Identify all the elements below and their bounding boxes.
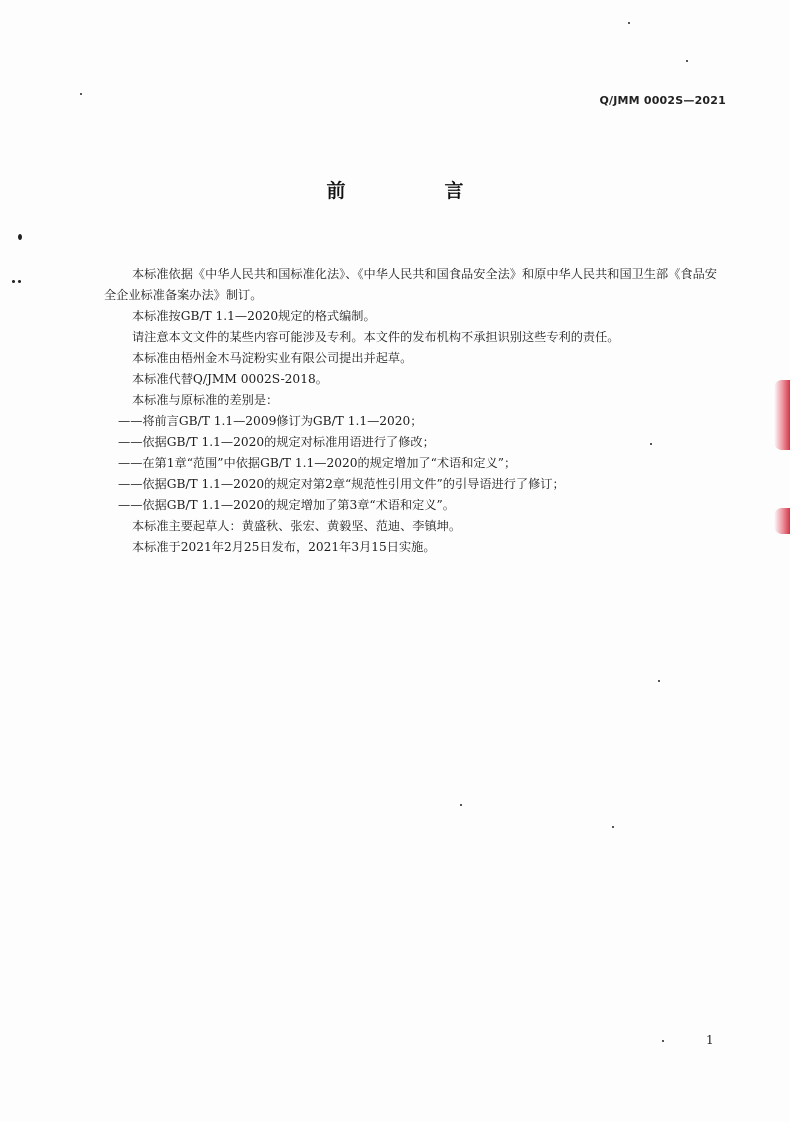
change-item: ——在第1章“范围”中依据GB/T 1.1—2020的规定增加了“术语和定义”； (118, 456, 517, 470)
paragraph-format: 本标准按GB/T 1.1—2020规定的格式编制。 (132, 309, 376, 323)
seal-stamp-edge (774, 508, 790, 534)
paragraph-differences-intro: 本标准与原标准的差别是： (132, 393, 279, 407)
paragraph-drafters: 本标准主要起草人：黄盛秋、张宏、黄毅坚、范迪、李镇坤。 (132, 519, 462, 533)
standard-number: Q/JMM 0002S—2021 (599, 94, 726, 107)
change-item: ——依据GB/T 1.1—2020的规定对第2章“规范性引用文件”的引导语进行了修订； (118, 477, 565, 491)
preface-body (104, 264, 726, 558)
paragraph-patent: 请注意本文文件的某些内容可能涉及专利。本文件的发布机构不承担识别这些专利的责任。 (132, 330, 620, 344)
scan-speck (658, 680, 660, 682)
paragraph-dates: 本标准于2021年2月25日发布，2021年3月15日实施。 (132, 540, 436, 554)
scan-speck (612, 826, 614, 828)
seal-stamp-edge (774, 380, 790, 450)
scan-speck (12, 280, 15, 283)
scan-speck (18, 280, 21, 283)
scan-speck (80, 93, 82, 95)
paragraph-drafter-org: 本标准由梧州金木马淀粉实业有限公司提出并起草。 (132, 351, 413, 365)
page-number: 1 (706, 1033, 714, 1047)
change-item: ——将前言GB/T 1.1—2009修订为GB/T 1.1—2020； (118, 414, 423, 428)
scan-speck (686, 60, 688, 62)
scan-speck (460, 804, 462, 806)
paragraph-replaces: 本标准代替Q/JMM 0002S-2018。 (132, 372, 328, 386)
paragraph-basis: 本标准依据《中华人民共和国标准化法》、《中华人民共和国食品安全法》和原中华人民共和国卫生部《食品安全企业标准备案办法》制订。 (104, 267, 717, 302)
scan-speck (628, 22, 630, 24)
scan-speck (650, 443, 652, 445)
change-item: ——依据GB/T 1.1—2020的规定对标准用语进行了修改； (118, 435, 435, 449)
page-title: 前 言 (326, 180, 504, 202)
change-item: ——依据GB/T 1.1—2020的规定增加了第3章“术语和定义”。 (118, 498, 455, 512)
scan-speck (662, 1040, 664, 1042)
scan-speck (18, 234, 22, 240)
